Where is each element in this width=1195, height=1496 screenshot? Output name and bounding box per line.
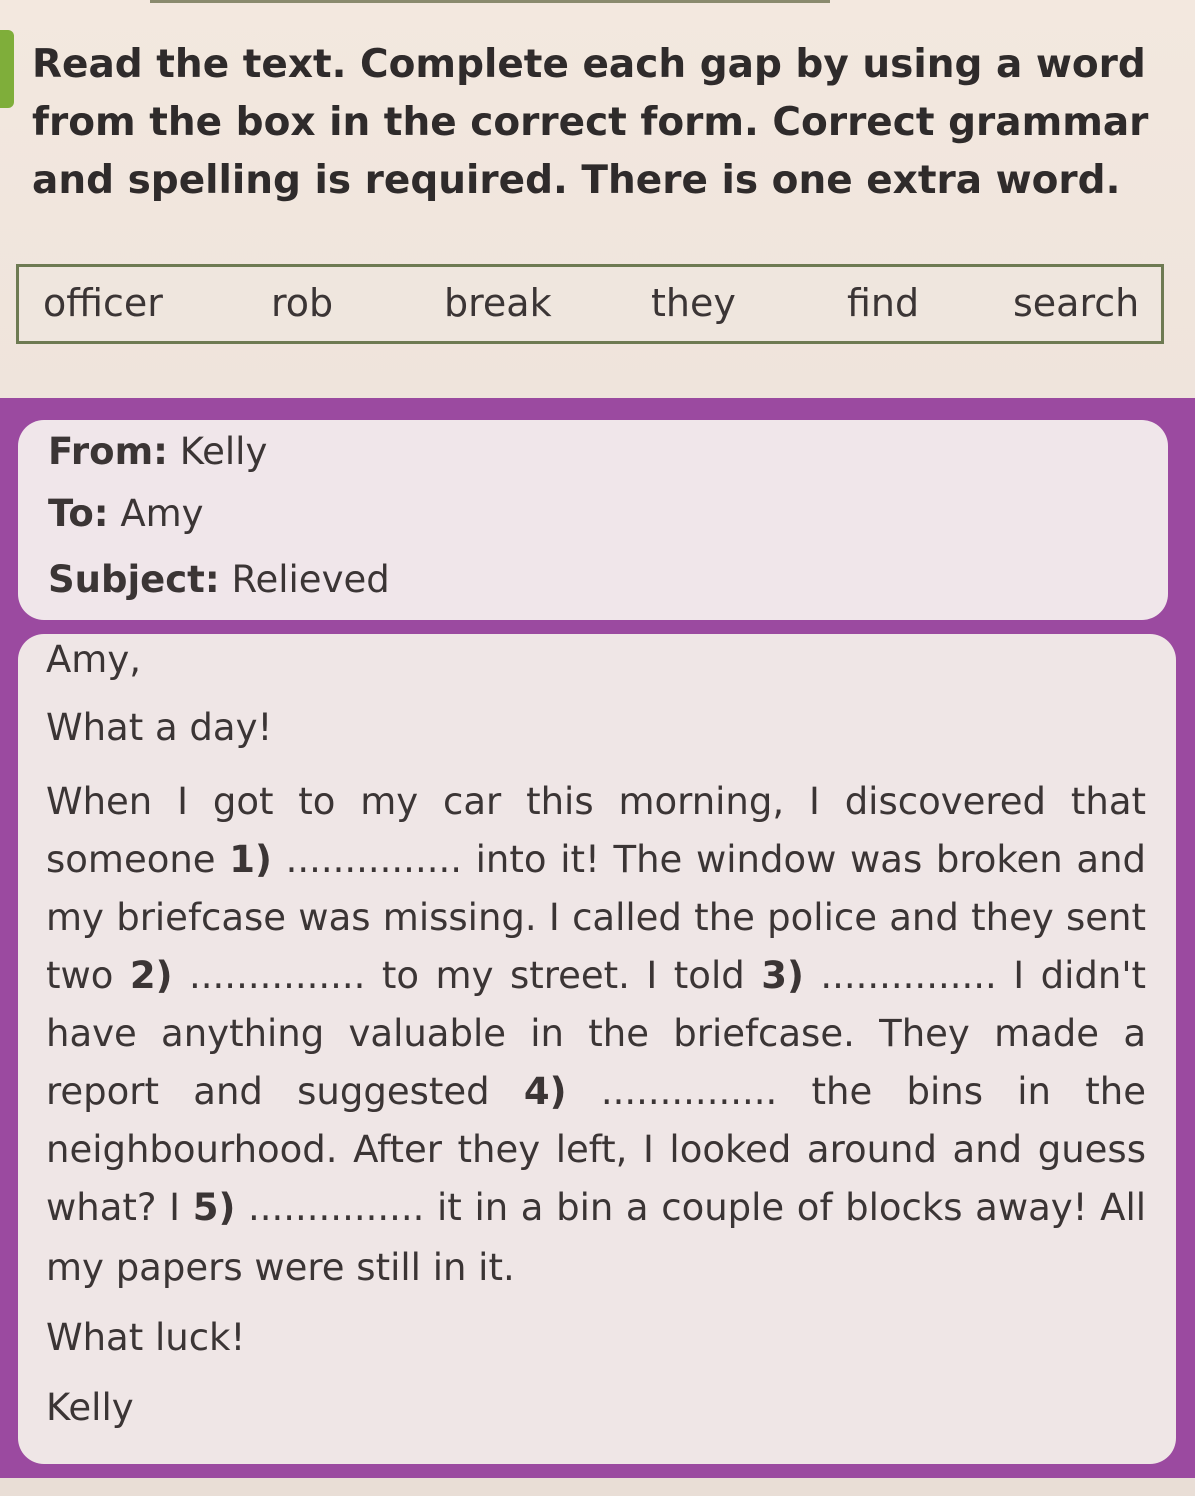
from-value: Kelly xyxy=(179,430,268,473)
exercise-marker xyxy=(0,30,14,108)
gap-number: 3) xyxy=(761,954,804,997)
to-label: To: xyxy=(48,492,109,535)
word-box-item: they xyxy=(651,281,736,325)
email-line: have anything valuable in the briefcase. They made a xyxy=(46,1012,1146,1055)
email-line: When I got to my car this morning, I discovered that xyxy=(46,780,1146,823)
top-divider xyxy=(150,0,830,3)
subject-label: Subject: xyxy=(48,558,220,601)
word-box-item: break xyxy=(444,281,552,325)
exercise-instructions: Read the text. Complete each gap by using a word from the box in the correct form. Correct grammar and spelling is required. There is one extra word. xyxy=(32,42,1149,203)
email-line: my briefcase was missing. I called the police and they sent xyxy=(46,896,1146,939)
word-box-item: find xyxy=(847,281,920,325)
email-to xyxy=(48,492,204,535)
email-body xyxy=(18,634,1176,1464)
email-subject xyxy=(48,558,390,601)
email-line: two 2) ............... to my street. I told 3) ............... I didn't xyxy=(46,954,1147,997)
word-box-item: officer xyxy=(43,281,163,325)
gap-number: 5) xyxy=(192,1186,236,1229)
from-label: From: xyxy=(48,430,168,473)
email-closing: What luck! xyxy=(46,1316,246,1359)
subject-value: Relieved xyxy=(231,558,390,601)
email-last-line: my papers were still in it. xyxy=(46,1246,515,1289)
word-box-item: rob xyxy=(271,281,334,325)
gap-number: 2) xyxy=(129,954,173,997)
email-frame xyxy=(0,398,1195,1478)
word-box xyxy=(16,264,1164,344)
email-exclaim: What a day! xyxy=(46,706,273,749)
email-from xyxy=(48,430,267,473)
to-value: Amy xyxy=(120,492,204,535)
gap-number: 4) xyxy=(523,1070,567,1113)
gap-number: 1) xyxy=(229,838,272,881)
email-line: report and suggested 4) ............... the bins in the xyxy=(46,1070,1146,1113)
email-greeting: Amy, xyxy=(46,638,142,681)
email-signature: Kelly xyxy=(46,1386,134,1429)
email-header xyxy=(18,420,1168,620)
email-line: someone 1) ............... into it! The window was broken and xyxy=(46,838,1147,881)
word-box-item: search xyxy=(1013,281,1140,325)
email-line: neighbourhood. After they left, I looked around and guess xyxy=(46,1128,1146,1171)
email-line: what? I 5) ............... it in a bin a couple of blocks away! All xyxy=(46,1186,1147,1229)
